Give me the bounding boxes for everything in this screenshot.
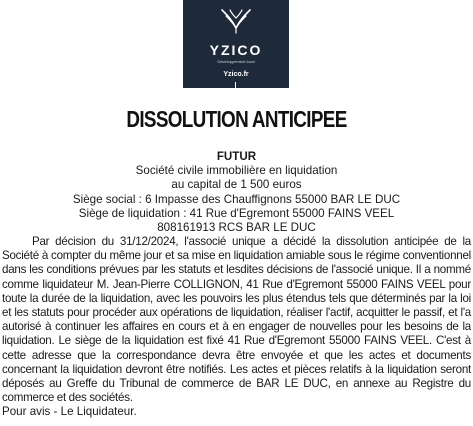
company-capital: au capital de 1 500 euros <box>171 178 302 192</box>
logo-divider <box>235 82 236 88</box>
registered-office: Siège social : 6 Impasse des Chauffignons 55000 BAR LE DUC <box>72 192 401 206</box>
logo-tagline: Développement local <box>217 59 255 64</box>
notice-headline: DISSOLUTION ANTICIPEE <box>126 106 347 132</box>
logo-wordmark: YZICO <box>209 42 263 58</box>
company-details <box>0 150 473 235</box>
liquidation-office: Siège de liquidation : 41 Rue d'Egremont 55000 FAINS VEEL <box>78 206 395 220</box>
stylized-crest-icon <box>216 6 256 36</box>
registration-number: 808161913 RCS BAR LE DUC <box>157 221 316 235</box>
notice-signoff: Pour avis - Le Liquidateur. <box>2 405 137 418</box>
logo-url[interactable]: Yzico.fr <box>223 71 249 78</box>
company-name: FUTUR <box>216 150 257 163</box>
publisher-logo <box>183 0 289 88</box>
notice-body: Par décision du 31/12/2024, l'associé unique a décidé la dissolution anticipée de la Société à compter du même jour et sa mise en liquidation amiable sous le régime conventionnel dans les conditions prévues par les statuts et lesdites décisions de l'associé unique. Il a nommé comme liquidateur M. Jean-Pierre COLLIGNON, 41 Rue d'Egremont 55000 FAINS VEEL pour toute la durée de la liquidation, avec les pouvoirs les plus étendus tels que déterminés par la loi et les statuts pour procéder aux opérations de liquidation, réaliser l'actif, acquitter le passif, et l'a autorisé à continuer les affaires en cours et à en engager de nouvelles pour les besoins de la liquidation. Le siège de la liquidation est fixé 41 Rue d'Egremont 55000 FAINS VEEL. C'est à cette adresse que la correspondance devra être envoyée et que les actes et documents concernant la liquidation devront être notifiés. Les actes et pièces relatifs à la liquidation seront déposés au Greffe du Tribunal de commerce de BAR LE DUC, en annexe au Registre du commerce et des sociétés. <box>2 235 471 405</box>
company-legal-form: Société civile immobilière en liquidation <box>135 164 338 178</box>
